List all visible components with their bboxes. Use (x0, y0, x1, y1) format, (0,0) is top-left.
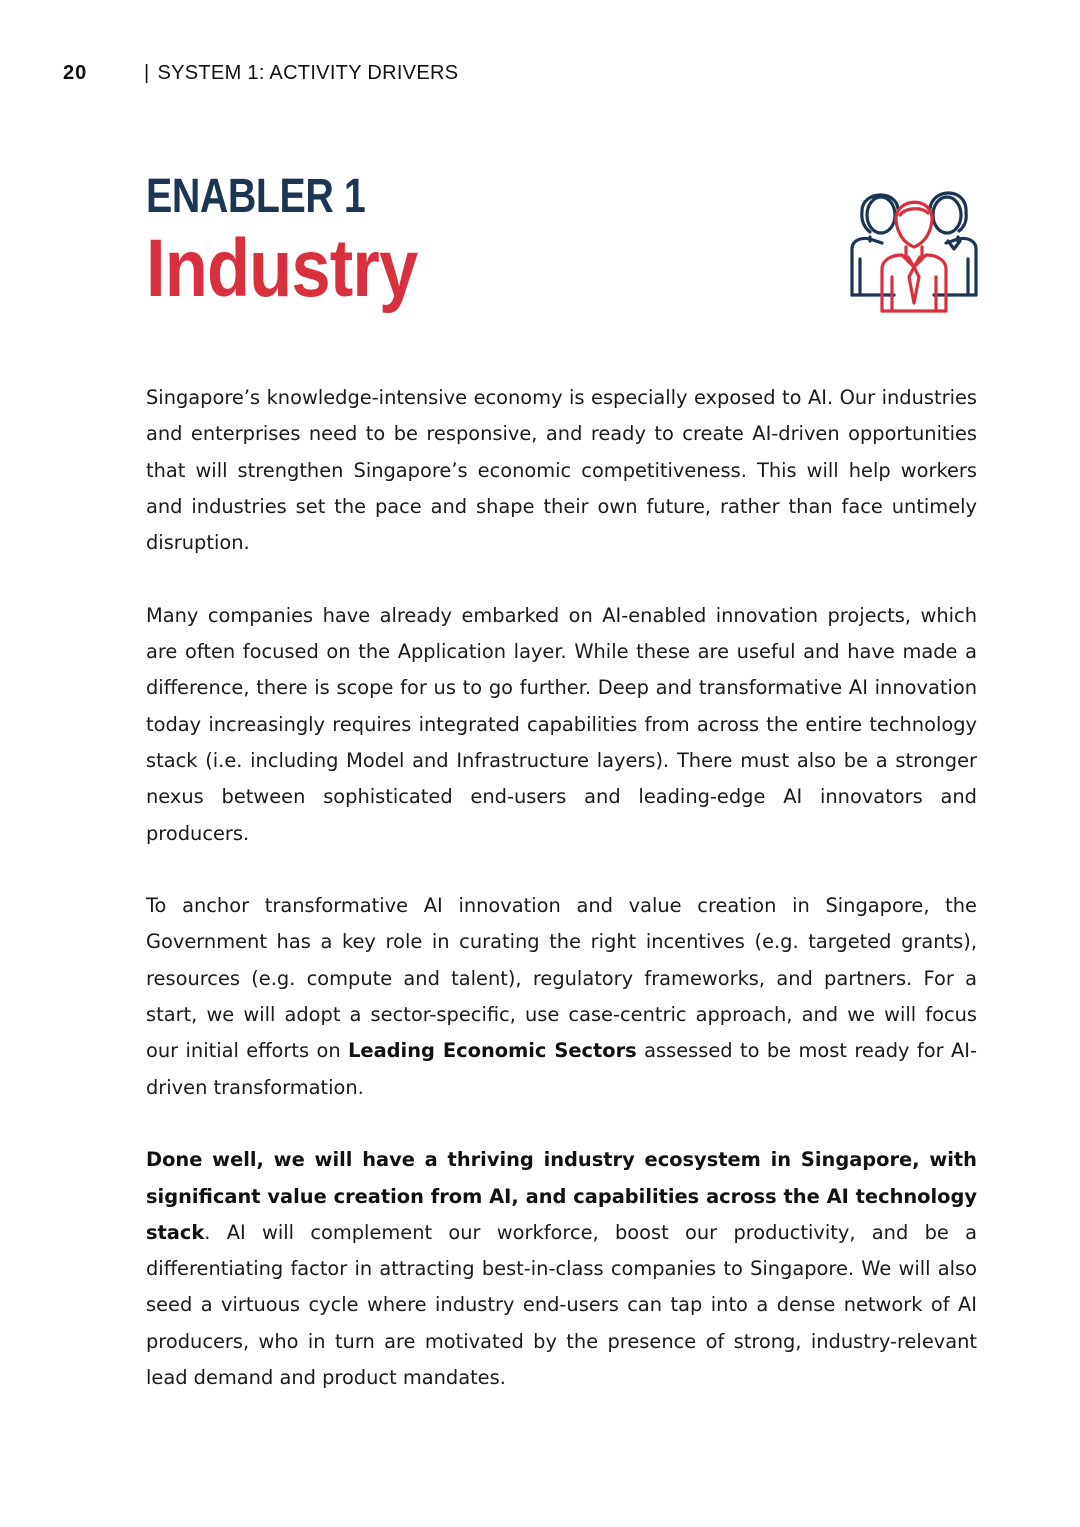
section-label-text: SYSTEM 1: ACTIVITY DRIVERS (157, 62, 459, 84)
page-title: Industry (146, 223, 418, 314)
paragraph-3-text-end: assessed to be most ready for AI-driven transformation. (146, 1039, 977, 1099)
leading-economic-sectors-emphasis: Leading Economic Sectors (348, 1039, 637, 1063)
paragraph-4 (146, 1142, 977, 1396)
paragraph-1: Singapore’s knowledge-intensive economy is especially exposed to AI. Our industries and enterprises need to be responsive, and ready to create AI-driven opportunities that will strengthen Singapore’s economic competitiveness. This will help workers and industries set the pace and shape their own future, rather than face untimely disruption. (146, 386, 977, 555)
paragraph-3-text-start: To anchor transformative AI innovation and value creation in Singapore, the Government has a key role in curating the right incentives (e.g. targeted grants), resources (e.g. compute and talent), regulatory frameworks, and partners. For a start, we will adopt a sector-specific, use case-centric approach, and we will focus our initial efforts on (146, 894, 977, 1063)
page-number: 20 (63, 62, 88, 84)
section-separator: | (144, 62, 150, 84)
vision-statement-emphasis: Done well, we will have a thriving industry ecosystem in Singapore, with significant value creation from AI, and capabilities across the AI technology stack (146, 1148, 977, 1244)
body-text (146, 380, 977, 1433)
paragraph-4-text: . AI will complement our workforce, boost our productivity, and be a differentiating factor in attracting best-in-class companies to Singapore. We will also seed a virtuous cycle where industry end-users can tap into a dense network of AI producers, who in turn are motivated by the presence of strong, industry-relevant lead demand and product mandates. (146, 1220, 977, 1390)
enabler-label: ENABLER 1 (146, 170, 366, 223)
people-group-icon (848, 177, 980, 313)
title-block (146, 168, 746, 312)
page-header (63, 62, 1017, 88)
section-label (144, 62, 458, 85)
paragraph-2: Many companies have already embarked on AI-enabled innovation projects, which are often focused on the Application layer. While these are useful and have made a difference, there is scope for us to go further. Deep and transformative AI innovation today increasingly requires integrated capabilities from across the entire technology stack (i.e. including Model and Infrastructure layers). There must also be a stronger nexus between sophisticated end-users and leading-edge AI innovators and producers. (146, 603, 977, 845)
paragraph-3 (146, 888, 977, 1106)
